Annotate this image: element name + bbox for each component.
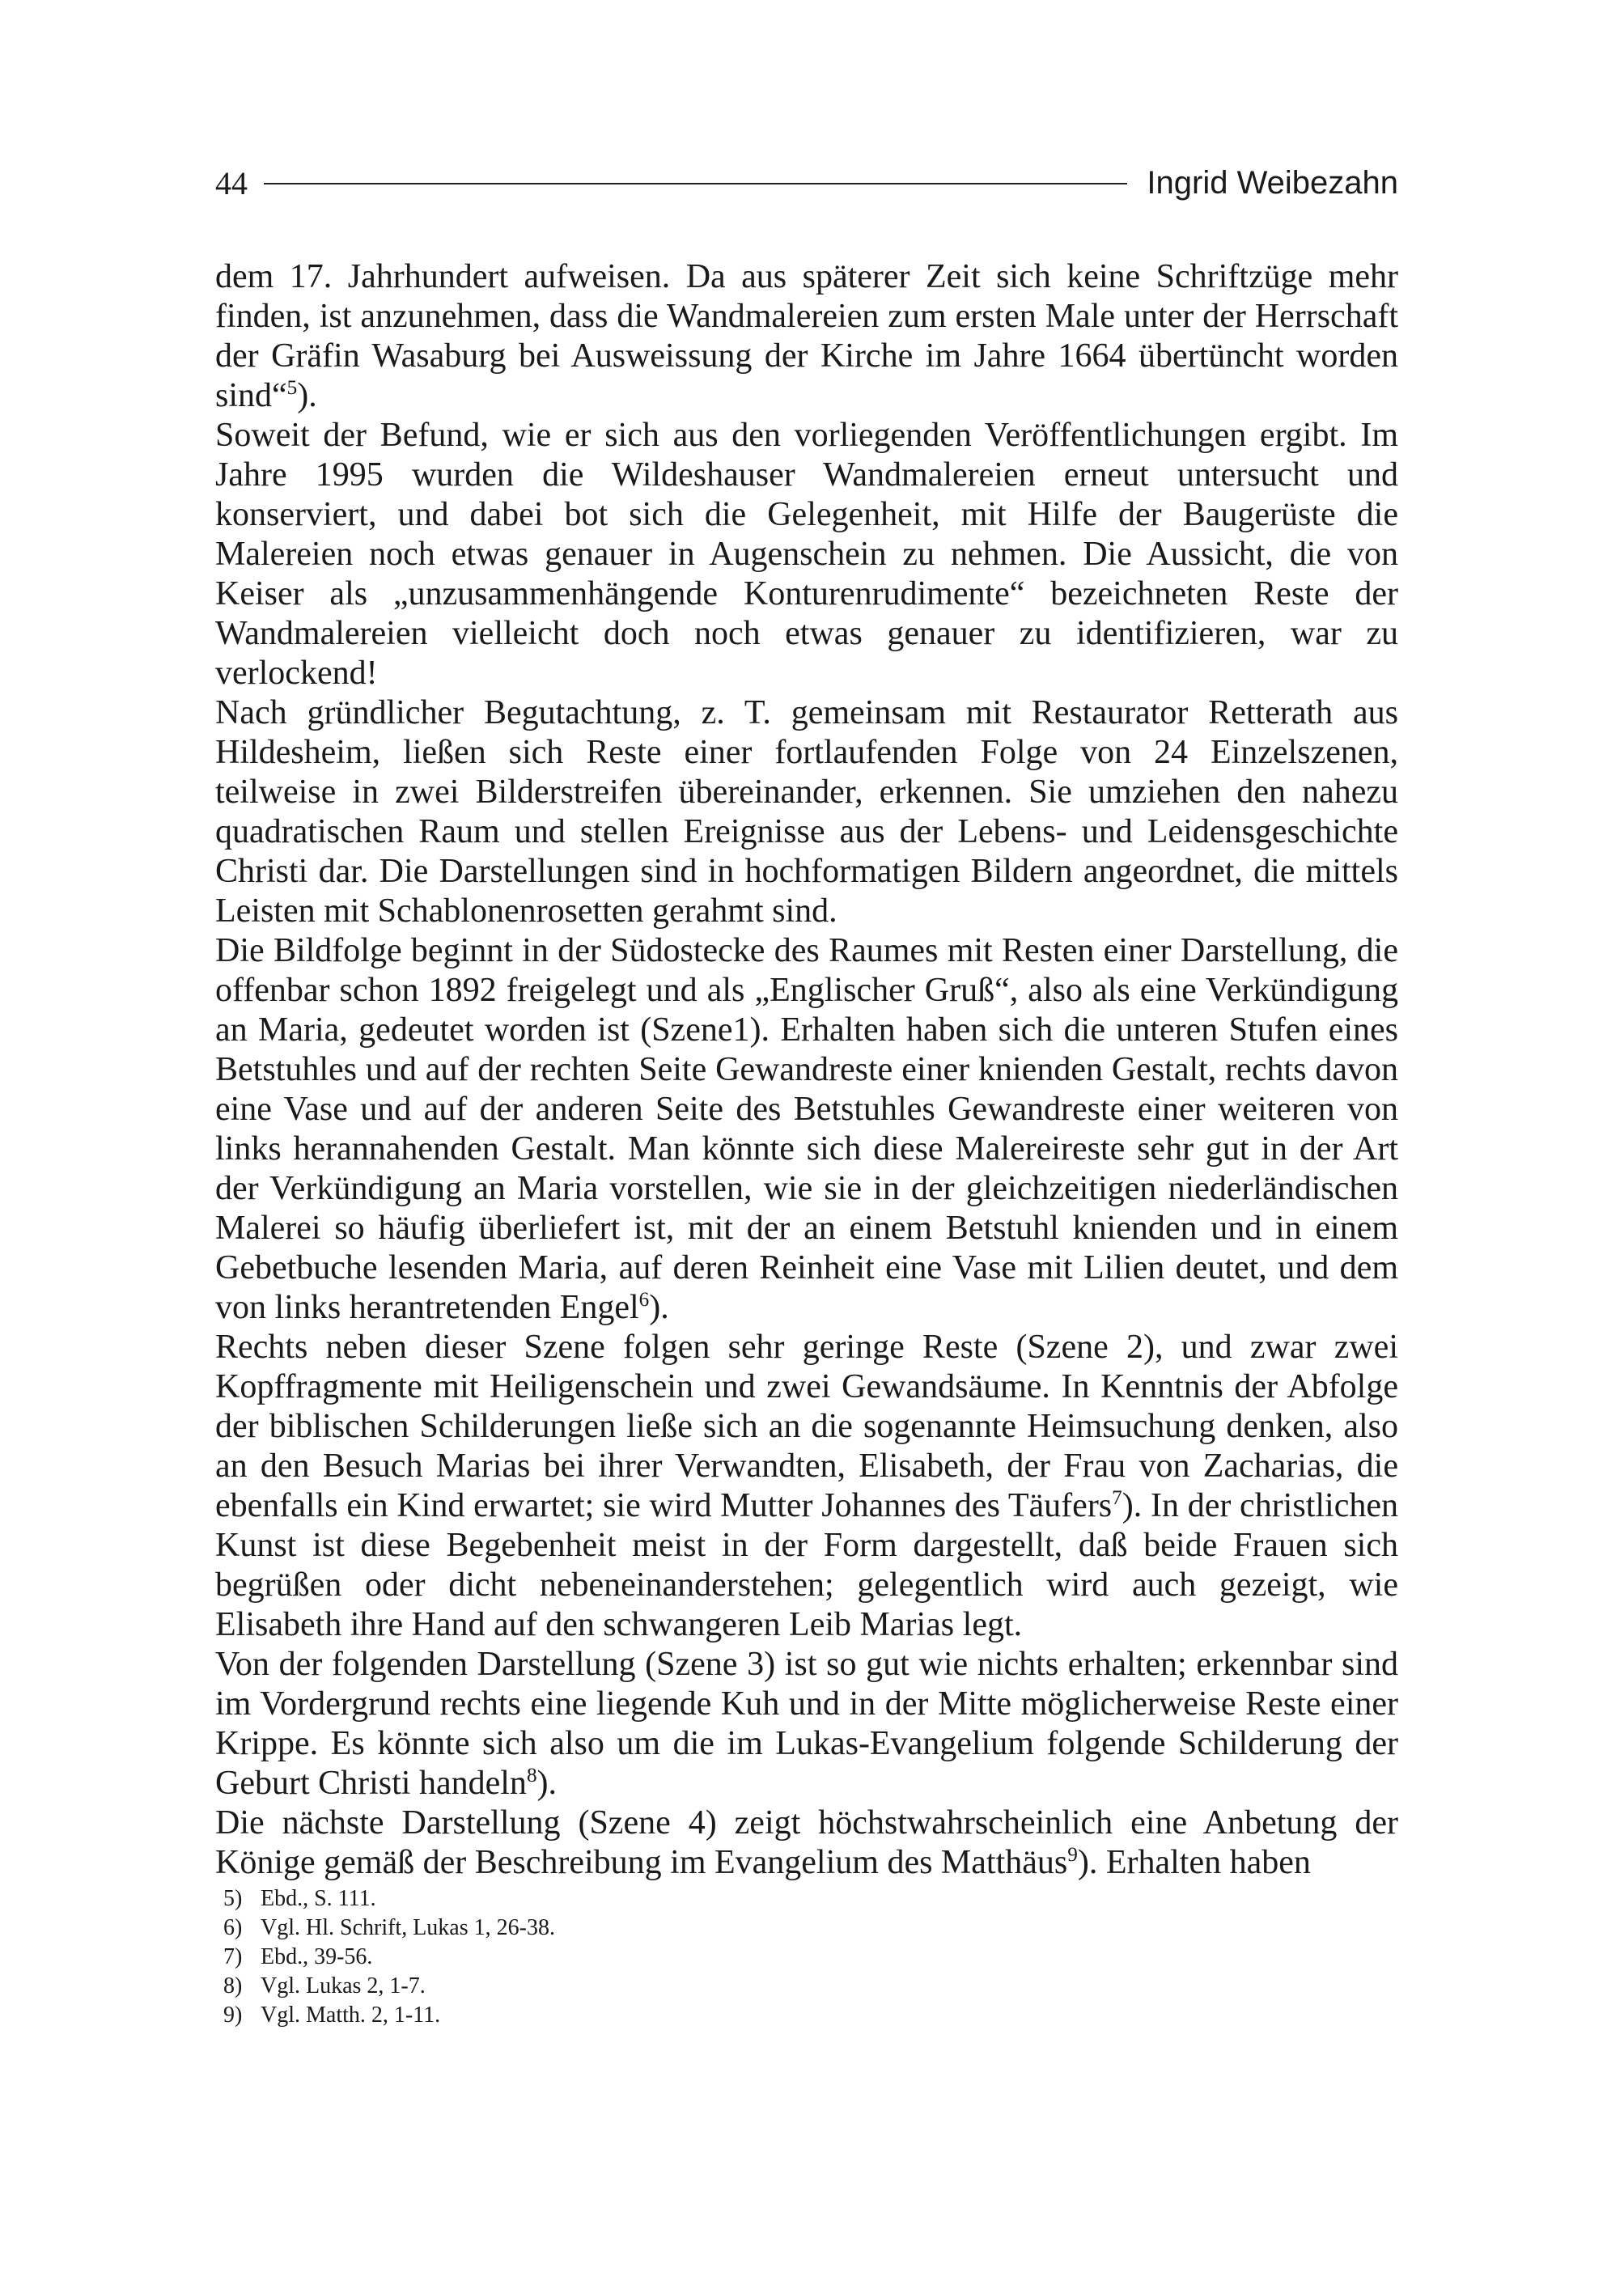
paragraph: Von der folgenden Darstellung (Szene 3) ist so gut wie nichts erhalten; erkennbar sind im Vordergrund rechts eine liegende Kuh und in der Mitte möglicherweise Reste einer Krippe. Es könnte sich also um die im Lukas-Evangelium folgende Schilderung der Geburt Christi handeln$^8$). <box>215 1646 1398 1802</box>
paragraph: Die Bildfolge beginnt in der Südostecke des Raumes mit Resten einer Darstellung, die offenbar schon 1892 freigelegt und als „Englischer Gruß“, also als eine Verkündigung an Maria, gedeutet worden ist (Szene1). Erhalten haben sich die unteren Stufen eines Betstuhles und auf der rechten Seite Gewandreste einer knienden Gestalt, rechts davon eine Vase und auf der anderen Seite des Betstuhles Gewandreste einer weiteren von links herannahenden Gestalt. Man könnte sich diese Malereireste sehr gut in der Art der Verkündigung an Maria vorstellen, wie sie in der gleichzeitigen niederländischen Malerei so häufig überliefert ist, mit der an einem Betstuhl knienden und in einem Gebetbuche lesenden Maria, auf deren Reinheit eine Vase mit Lilien deutet, und dem von links herantretenden Engel$^6$). <box>215 932 1398 1326</box>
paragraph: Soweit der Befund, wie er sich aus den vorliegenden Veröffentlichungen ergibt. Im Jahre 1995 wurden die Wildeshauser Wandmalereien erneut untersucht und konserviert, und dabei bot sich die Gelegenheit, mit Hilfe der Baugerüste die Malereien noch etwas genauer in Augenschein zu nehmen. Die Aussicht, die von Keiser als „unzusammenhängende Konturenrudimente“ bezeichneten Reste der Wandmalereien vielleicht doch noch etwas genauer zu identifizieren, war zu verlockend! <box>215 417 1398 692</box>
paragraph: Nach gründlicher Begutachtung, z. T. gemeinsam mit Restaurator Retterath aus Hildesheim, ließen sich Reste einer fortlaufenden Folge von 24 Einzelszenen, teilweise in zwei Bilderstreifen übereinander, erkennen. Sie umziehen den nahezu quadratischen Raum und stellen Ereignisse aus der Lebens- und Leidensgeschichte Christi dar. Die Darstellungen sind in hochformatigen Bildern angeordnet, die mittels Leisten mit Schablonenrosetten gerahmt sind. <box>215 694 1398 930</box>
footnote: 9) Vgl. Matth. 2, 1-11. <box>223 2003 441 2028</box>
footnote-ref: 9 <box>1067 1844 1078 1866</box>
running-header <box>215 159 1398 207</box>
paragraph: Die nächste Darstellung (Szene 4) zeigt höchstwahrscheinlich eine Anbetung der Könige gemäß der Beschreibung im Evangelium des Matthäus$^9$). Erhalten haben <box>215 1804 1398 1881</box>
footnote: 6) Vgl. Hl. Schrift, Lukas 1, 26-38. <box>223 1915 555 1940</box>
paragraph: Rechts neben dieser Szene folgen sehr geringe Reste (Szene 2), und zwar zwei Kopffragmente mit Heiligenschein und zwei Gewandsäume. In Kenntnis der Abfolge der biblischen Schilderungen ließe sich an die sogenannte Heimsuchung denken, also an den Besuch Marias bei ihrer Verwandten, Elisabeth, der Frau von Zacharias, die ebenfalls ein Kind erwartet; sie wird Mutter Johannes des Täufers$^7$). In der christlichen Kunst ist diese Begebenheit meist in der Form dargestellt, daß beide Frauen sich begrüßen oder dicht nebeneinanderstehen; gelegentlich wird auch gezeigt, wie Elisabeth ihre Hand auf den schwangeren Leib Marias legt. <box>215 1329 1398 1643</box>
footnote: 8) Vgl. Lukas 2, 1-7. <box>223 1973 426 1998</box>
header-rule <box>264 183 1127 184</box>
main-text <box>215 257 1398 1883</box>
footnote: 5) Ebd., S. 111. <box>223 1886 376 1911</box>
footnote-ref: 6 <box>638 1289 650 1311</box>
footnote-ref: 5 <box>286 377 298 399</box>
footnote-ref: 8 <box>526 1765 537 1787</box>
paragraph: dem 17. Jahrhundert aufweisen. Da aus späterer Zeit sich keine Schriftzüge mehr finden, ist anzunehmen, dass die Wandmalereien zum ersten Male unter der Herrschaft der Gräfin Wasaburg bei Ausweissung der Kirche im Jahre 1664 übertüncht worden sind“$^5$). <box>215 258 1398 414</box>
footnote: 7) Ebd., 39-56. <box>223 1944 373 1969</box>
footnote-ref: 7 <box>1112 1487 1122 1509</box>
footnotes <box>223 1884 1194 2030</box>
page-number: 44 <box>215 164 248 201</box>
running-head-author: Ingrid Weibezahn <box>1147 164 1398 201</box>
